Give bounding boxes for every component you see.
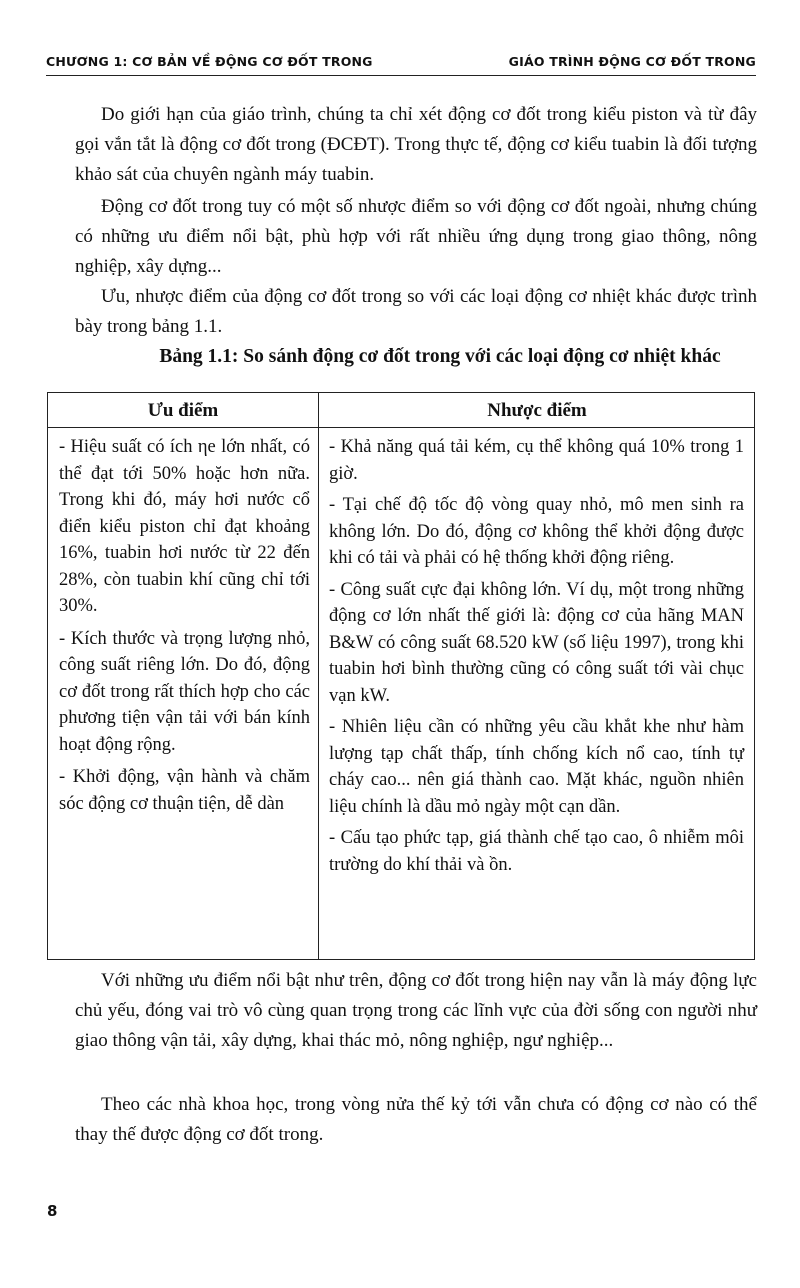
chapter-title: CHƯƠNG 1: CƠ BẢN VỀ ĐỘNG CƠ ĐỐT TRONG [46,54,373,69]
book-title: GIÁO TRÌNH ĐỘNG CƠ ĐỐT TRONG [508,54,756,69]
page-number: 8 [47,1202,58,1220]
running-header [46,48,756,72]
disadvantage-item: - Nhiên liệu cần có những yêu cầu khắt khe như hàm lượng tạp chất thấp, tính chống kích nổ cao, tính tự cháy cao... nên giá thành cao. Mặt khác, nguồn nhiên liệu chính là dầu mỏ ngày một cạn dần. [329,717,744,817]
table-header-divider [48,427,754,428]
header-rule [46,75,756,76]
table-column-divider [318,393,319,959]
disadvantage-item: - Cấu tạo phức tạp, giá thành chế tạo cao, ô nhiễm môi trường do khí thải và ồn. [329,828,744,875]
advantage-item: - Hiệu suất có ích ηe lớn nhất, có thể đạt tới 50% hoặc hơn nữa. Trong khi đó, máy hơi nước cổ điển kiểu piston chỉ đạt khoảng 16%, tuabin hơi nước từ 22 đến 28%, còn tuabin khí cũng chỉ tới 30%. [59,437,310,616]
table-caption: Bảng 1.1: So sánh động cơ đốt trong với các loại động cơ nhiệt khác [159,346,721,367]
comparison-table [47,392,755,960]
paragraph-intro: Do giới hạn của giáo trình, chúng ta chỉ xét động cơ đốt trong kiểu piston và từ đây gọi vắn tắt là động cơ đốt trong (ĐCĐT). Trong thực tế, động cơ kiểu tuabin là đối tượng khảo sát của chuyên ngành máy tuabin. [75,104,757,185]
paragraph-outlook: Theo các nhà khoa học, trong vòng nửa thế kỷ tới vẫn chưa có động cơ nào có thể thay thế được động cơ đốt trong. [75,1094,757,1145]
paragraph-table-reference: Ưu, nhược điểm của động cơ đốt trong so với các loại động cơ nhiệt khác được trình bày trong bảng 1.1. [75,286,757,337]
paragraph-conclusion: Với những ưu điểm nổi bật như trên, động cơ đốt trong hiện nay vẫn là máy động lực chủ yếu, đóng vai trò vô cùng quan trọng trong các lĩnh vực của đời sống con người như giao thông vận tải, xây dựng, khai thác mỏ, nông nghiệp, ngư nghiệp... [75,970,757,1051]
table-header-advantages: Ưu điểm [147,400,219,421]
advantage-item: - Khởi động, vận hành và chăm sóc động cơ thuận tiện, dễ dàn [59,767,310,814]
disadvantage-item: - Công suất cực đại không lớn. Ví dụ, một trong những động cơ lớn nhất thế giới là: động cơ của hãng MAN B&W có công suất 68.520 kW (số liệu 1997), trong khi tuabin hơi bình thường cũng có công suất tới vài chục vạn kW. [329,579,744,706]
table-header-disadvantages: Nhược điểm [487,400,587,421]
disadvantages-column [329,434,744,883]
disadvantage-item: - Khả năng quá tải kém, cụ thể không quá 10% trong 1 giờ. [329,437,744,484]
advantage-item: - Kích thước và trọng lượng nhỏ, công suất riêng lớn. Do đó, động cơ đốt trong rất thích hợp cho các phương tiện vận tải với bán kính hoạt động rộng. [59,628,310,755]
paragraph-advantages-intro: Động cơ đốt trong tuy có một số nhược điểm so với động cơ đốt ngoài, nhưng chúng có những ưu điểm nổi bật, phù hợp với rất nhiều ứng dụng trong giao thông, nông nghiệp, xây dựng... [75,196,757,277]
disadvantage-item: - Tại chế độ tốc độ vòng quay nhỏ, mô men sinh ra không lớn. Do đó, động cơ không thể khởi động được khi có tải và phải có hệ thống khởi động riêng. [329,495,744,568]
advantages-column [59,434,310,823]
